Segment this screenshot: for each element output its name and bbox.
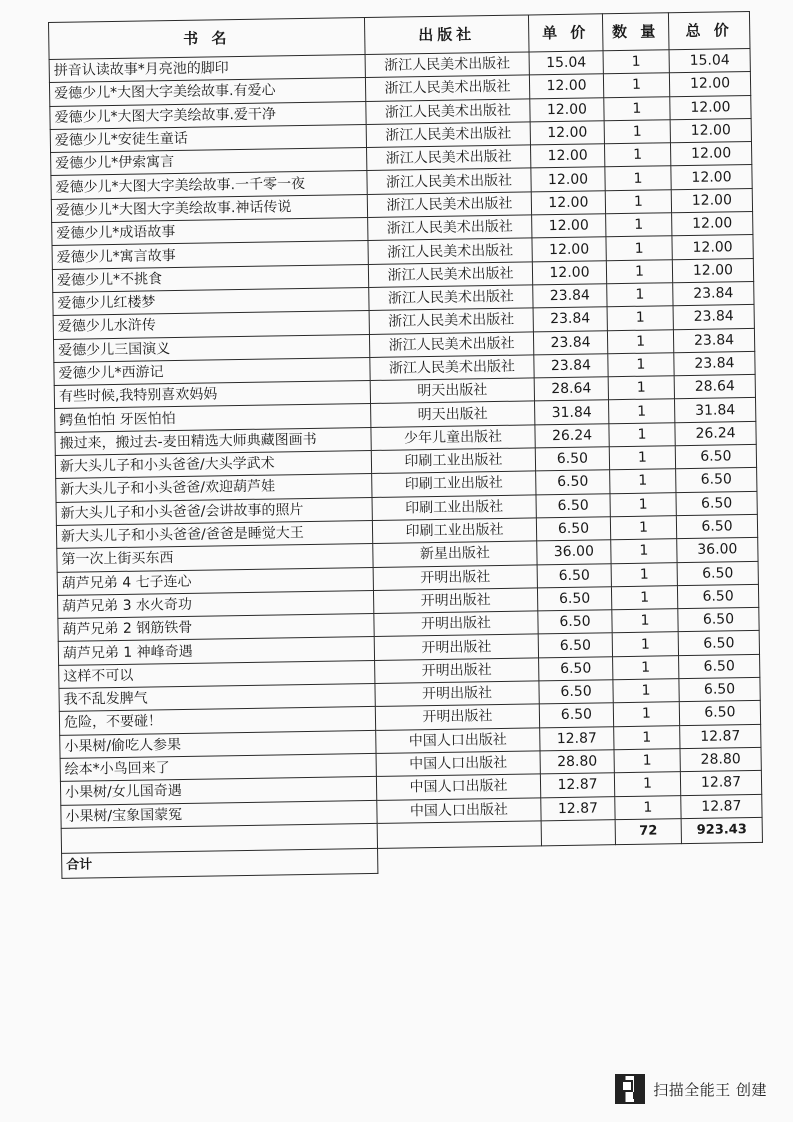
total-price: 12.87 xyxy=(681,794,762,819)
quantity: 1 xyxy=(603,73,669,97)
unit-price: 6.50 xyxy=(536,517,610,541)
book-title: 拼音认读故事*月亮池的脚印 xyxy=(49,55,365,83)
book-title: 我不乱发脾气 xyxy=(59,683,375,711)
publisher: 印刷工业出版社 xyxy=(372,471,536,497)
publisher: 印刷工业出版社 xyxy=(372,518,536,544)
quantity: 1 xyxy=(604,143,670,167)
publisher: 浙江人民美术出版社 xyxy=(367,192,531,218)
publisher: 开明出版社 xyxy=(373,588,537,614)
unit-price: 12.00 xyxy=(531,191,605,215)
book-title: 爱德少儿*大图大字美绘故事.爱干净 xyxy=(50,101,366,129)
total-label: 合计 xyxy=(62,848,378,878)
book-title: 小果树/女儿国奇遇 xyxy=(60,777,376,805)
total-price: 23.84 xyxy=(673,281,754,306)
total-price: 6.50 xyxy=(677,561,758,586)
book-title: 爱德少儿红楼梦 xyxy=(53,287,369,315)
total-price: 12.00 xyxy=(672,258,753,283)
total-price: 12.00 xyxy=(670,142,751,167)
unit-price: 12.87 xyxy=(540,773,614,797)
total-price: 6.50 xyxy=(677,584,758,609)
publisher: 中国人口出版社 xyxy=(376,774,540,800)
total-price: 6.50 xyxy=(675,444,756,469)
total-price: 23.84 xyxy=(673,305,754,330)
publisher: 浙江人民美术出版社 xyxy=(367,145,531,171)
book-title: 爱德少儿*大图大字美绘故事.有爱心 xyxy=(49,78,365,106)
unit-price: 6.50 xyxy=(538,610,612,634)
unit-price: 23.84 xyxy=(534,354,608,378)
publisher: 新星出版社 xyxy=(373,541,537,567)
unit-price: 23.84 xyxy=(533,307,607,331)
unit-price: 6.50 xyxy=(539,656,613,680)
unit-price: 12.00 xyxy=(532,214,606,238)
quantity: 1 xyxy=(604,120,670,144)
publisher: 中国人口出版社 xyxy=(376,727,540,753)
quantity: 1 xyxy=(612,609,678,633)
publisher: 浙江人民美术出版社 xyxy=(369,331,533,357)
quantity: 1 xyxy=(608,376,674,400)
unit-price: 12.00 xyxy=(529,74,603,98)
book-title: 危险，不要碰！ xyxy=(59,707,375,735)
total-price: 12.00 xyxy=(670,118,751,143)
header-quantity: 数 量 xyxy=(602,13,669,51)
quantity: 1 xyxy=(607,329,673,353)
total-price: 6.50 xyxy=(676,468,757,493)
total-price: 15.04 xyxy=(669,48,750,73)
book-title: 葫芦兄弟 2 钢筋铁骨 xyxy=(58,614,374,642)
unit-price: 12.00 xyxy=(530,144,604,168)
publisher: 明天出版社 xyxy=(370,378,534,404)
book-title: 新大头儿子和小头爸爸/欢迎葫芦娃 xyxy=(56,474,372,502)
book-title: 葫芦兄弟 3 水火奇功 xyxy=(58,590,374,618)
book-title: 搬过来，搬过去-麦田精选大师典藏图画书 xyxy=(55,427,371,455)
quantity: 1 xyxy=(606,236,672,260)
book-title: 爱德少儿*大图大字美绘故事.一千零一夜 xyxy=(51,171,367,199)
quantity: 1 xyxy=(611,539,677,563)
publisher: 开明出版社 xyxy=(375,658,539,684)
publisher: 印刷工业出版社 xyxy=(371,448,535,474)
unit-price: 12.00 xyxy=(530,121,604,145)
unit-price: 12.00 xyxy=(531,167,605,191)
unit-price: 36.00 xyxy=(537,540,611,564)
quantity: 1 xyxy=(609,422,675,446)
total-price: 12.00 xyxy=(672,235,753,260)
qr-code-icon xyxy=(615,1074,645,1104)
header-publisher: 出版社 xyxy=(364,15,529,55)
quantity: 1 xyxy=(612,632,678,656)
quantity: 1 xyxy=(606,259,672,283)
publisher: 浙江人民美术出版社 xyxy=(370,355,534,381)
book-title: 绘本*小鸟回来了 xyxy=(60,753,376,781)
unit-price: 15.04 xyxy=(529,51,603,75)
quantity: 1 xyxy=(605,190,671,214)
total-price: 12.87 xyxy=(680,724,761,749)
total-price: 28.80 xyxy=(680,747,761,772)
publisher: 浙江人民美术出版社 xyxy=(367,168,531,194)
summary-total-quantity: 72 xyxy=(615,818,681,844)
total-price: 6.50 xyxy=(676,491,757,516)
total-price: 12.00 xyxy=(671,165,752,190)
book-title: 爱德少儿三国演义 xyxy=(53,334,369,362)
book-title: 第一次上街买东西 xyxy=(57,544,373,572)
unit-price: 26.24 xyxy=(535,423,609,447)
total-price: 6.50 xyxy=(679,654,760,679)
summary-blank-publisher xyxy=(377,821,541,849)
header-total-price: 总 价 xyxy=(668,11,750,49)
publisher: 浙江人民美术出版社 xyxy=(365,52,529,78)
publisher: 浙江人民美术出版社 xyxy=(368,215,532,241)
unit-price: 6.50 xyxy=(537,587,611,611)
total-price: 6.50 xyxy=(676,514,757,539)
total-price: 26.24 xyxy=(675,421,756,446)
unit-price: 12.00 xyxy=(532,260,606,284)
quantity: 1 xyxy=(609,399,675,423)
publisher: 明天出版社 xyxy=(371,401,535,427)
quantity: 1 xyxy=(610,492,676,516)
publisher: 开明出版社 xyxy=(375,704,539,730)
book-ledger-table xyxy=(48,11,763,879)
unit-price: 6.50 xyxy=(539,703,613,727)
publisher: 中国人口出版社 xyxy=(376,751,540,777)
unit-price: 6.50 xyxy=(536,493,610,517)
book-title: 爱德少儿*成语故事 xyxy=(52,218,368,246)
quantity: 1 xyxy=(607,283,673,307)
quantity: 1 xyxy=(614,725,680,749)
header-unit-price: 单 价 xyxy=(528,14,603,52)
quantity: 1 xyxy=(614,749,680,773)
total-price: 12.00 xyxy=(670,95,751,120)
unit-price: 28.64 xyxy=(534,377,608,401)
total-price: 6.50 xyxy=(678,608,759,633)
unit-price: 12.00 xyxy=(532,237,606,261)
total-price: 6.50 xyxy=(678,631,759,656)
book-title: 新大头儿子和小头爸爸/会讲故事的照片 xyxy=(56,497,372,525)
quantity: 1 xyxy=(605,166,671,190)
book-title: 爱德少儿*寓言故事 xyxy=(52,241,368,269)
publisher: 开明出版社 xyxy=(373,564,537,590)
book-title: 爱德少儿*伊索寓言 xyxy=(51,148,367,176)
publisher: 浙江人民美术出版社 xyxy=(369,285,533,311)
book-title: 爱德少儿*安徒生童话 xyxy=(50,124,366,152)
quantity: 1 xyxy=(613,679,679,703)
publisher: 浙江人民美术出版社 xyxy=(366,122,530,148)
quantity: 1 xyxy=(611,586,677,610)
book-list-sheet xyxy=(48,11,763,879)
total-price: 31.84 xyxy=(675,398,756,423)
total-price: 12.00 xyxy=(669,72,750,97)
book-title: 爱德少儿*大图大字美绘故事.神话传说 xyxy=(51,194,367,222)
book-title: 小果树/宝象国蒙冤 xyxy=(61,800,377,828)
book-title: 有些时候,我特别喜欢妈妈 xyxy=(54,381,370,409)
quantity: 1 xyxy=(614,772,680,796)
unit-price: 28.80 xyxy=(540,750,614,774)
unit-price: 12.87 xyxy=(540,726,614,750)
unit-price: 31.84 xyxy=(535,400,609,424)
unit-price: 6.50 xyxy=(536,470,610,494)
book-title: 鳄鱼怕怕 牙医怕怕 xyxy=(55,404,371,432)
book-title: 爱德少儿*西游记 xyxy=(54,357,370,385)
quantity: 1 xyxy=(615,795,681,819)
publisher: 开明出版社 xyxy=(375,681,539,707)
publisher: 开明出版社 xyxy=(374,634,538,660)
unit-price: 6.50 xyxy=(535,447,609,471)
publisher: 印刷工业出版社 xyxy=(372,495,536,521)
quantity: 1 xyxy=(610,469,676,493)
unit-price: 6.50 xyxy=(537,563,611,587)
unit-price: 12.00 xyxy=(530,97,604,121)
quantity: 1 xyxy=(609,446,675,470)
unit-price: 12.87 xyxy=(541,796,615,820)
unit-price: 6.50 xyxy=(539,680,613,704)
total-price: 23.84 xyxy=(673,328,754,353)
quantity: 1 xyxy=(606,213,672,237)
publisher: 浙江人民美术出版社 xyxy=(366,99,530,125)
publisher: 浙江人民美术出版社 xyxy=(368,262,532,288)
unit-price: 23.84 xyxy=(533,330,607,354)
publisher: 中国人口出版社 xyxy=(377,797,541,823)
publisher: 开明出版社 xyxy=(374,611,538,637)
quantity: 1 xyxy=(608,353,674,377)
total-price: 6.50 xyxy=(679,677,760,702)
book-title: 新大头儿子和小头爸爸/大头学武术 xyxy=(55,451,371,479)
watermark-text: 扫描全能王 创建 xyxy=(653,1080,767,1099)
quantity: 1 xyxy=(613,702,679,726)
book-title: 小果树/偷吃人参果 xyxy=(60,730,376,758)
book-title: 爱德少儿水浒传 xyxy=(53,311,369,339)
scanner-watermark xyxy=(615,1074,767,1104)
summary-total-price: 923.43 xyxy=(681,817,762,843)
total-price: 12.87 xyxy=(680,771,761,796)
total-price: 23.84 xyxy=(674,351,755,376)
unit-price: 6.50 xyxy=(538,633,612,657)
summary-blank-price xyxy=(541,819,615,845)
header-title: 书 名 xyxy=(49,18,366,60)
unit-price: 23.84 xyxy=(533,284,607,308)
quantity: 1 xyxy=(603,50,669,74)
publisher: 浙江人民美术出版社 xyxy=(368,238,532,264)
publisher: 浙江人民美术出版社 xyxy=(365,75,529,101)
total-price: 12.00 xyxy=(671,188,752,213)
quantity: 1 xyxy=(611,562,677,586)
book-title: 爱德少儿*不挑食 xyxy=(52,264,368,292)
total-price: 28.64 xyxy=(674,375,755,400)
publisher: 浙江人民美术出版社 xyxy=(369,308,533,334)
quantity: 1 xyxy=(607,306,673,330)
book-title: 葫芦兄弟 1 神峰奇遇 xyxy=(58,637,374,665)
total-price: 6.50 xyxy=(679,701,760,726)
total-price: 36.00 xyxy=(677,538,758,563)
quantity: 1 xyxy=(610,516,676,540)
quantity: 1 xyxy=(604,96,670,120)
book-title: 葫芦兄弟 4 七子连心 xyxy=(57,567,373,595)
publisher: 少年儿童出版社 xyxy=(371,425,535,451)
book-title: 新大头儿子和小头爸爸/爸爸是睡觉大王 xyxy=(56,520,372,548)
book-title: 这样不可以 xyxy=(59,660,375,688)
total-price: 12.00 xyxy=(672,212,753,237)
quantity: 1 xyxy=(613,655,679,679)
